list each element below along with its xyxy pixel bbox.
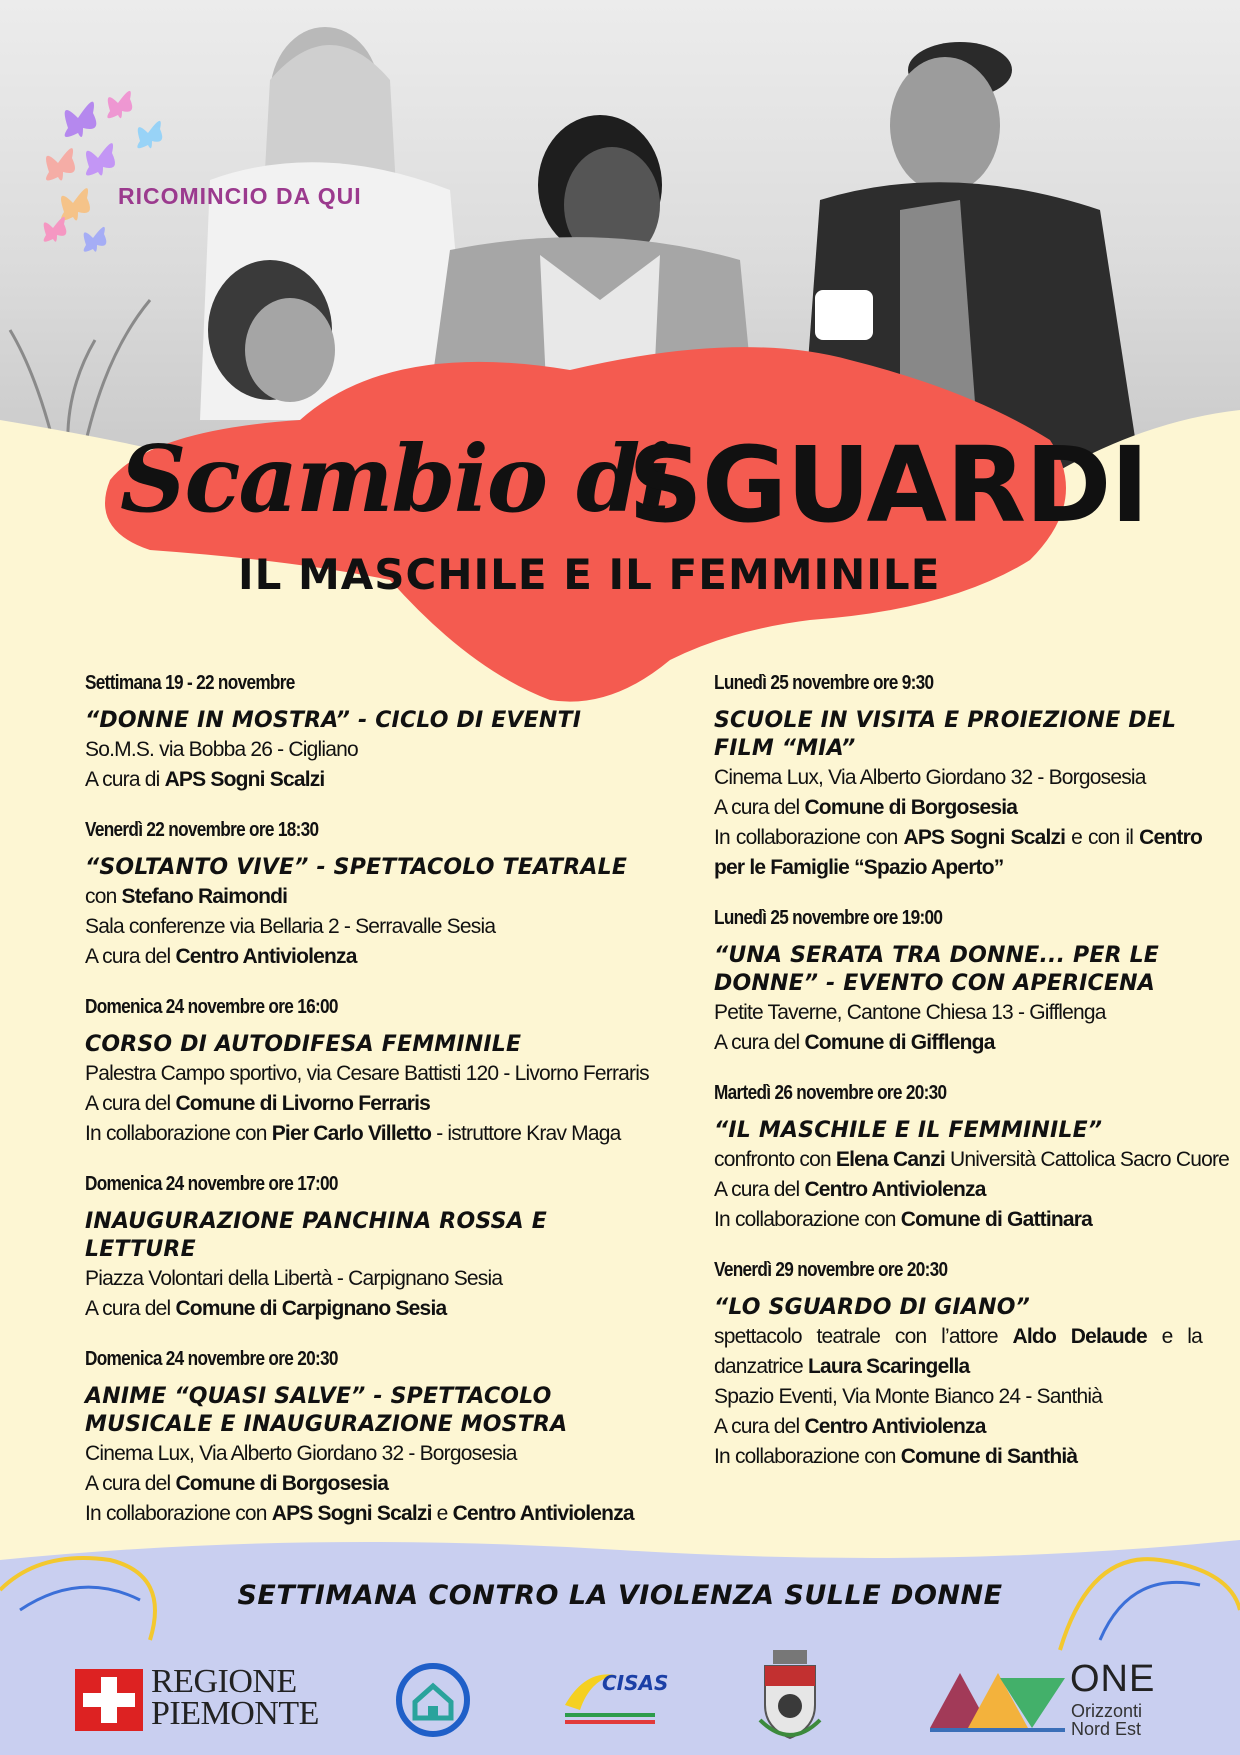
event-curator: A cura del Comune di Borgosesia	[714, 796, 1018, 819]
title-main: SGUARDI	[628, 424, 1149, 546]
event-curator: A cura del Centro Antiviolenza	[714, 1415, 986, 1438]
event-date: Lunedì 25 novembre ore 19:00	[714, 907, 943, 929]
event-date: Domenica 24 novembre ore 16:00	[85, 996, 338, 1018]
event-venue: Sala conferenze via Bellaria 2 - Serravalle Sesia	[85, 915, 496, 938]
one-orizzonti-logo	[930, 1658, 1170, 1738]
cisas-text: CISAS	[602, 1671, 669, 1695]
butterflies-logo-icon	[38, 88, 178, 263]
event-curator: A cura del Centro Antiviolenza	[714, 1178, 986, 1201]
event-collaboration: In collaborazione con APS Sogni Scalzi e con il Centro per le Famiglie “Spazio Aperto”	[714, 826, 1202, 879]
event-collaboration: In collaborazione con Comune di Gattinara	[714, 1208, 1093, 1231]
event-date: Lunedì 25 novembre ore 9:30	[714, 672, 934, 694]
title-script: Scambio di	[120, 425, 672, 533]
regione-cross-icon	[75, 1669, 143, 1731]
house-logo-icon	[393, 1660, 473, 1740]
event-item	[714, 1259, 1202, 1472]
event-guest: confronto con Elena Canzi Università Cattolica Sacro Cuore	[714, 1148, 1230, 1171]
municipal-crest-icon	[755, 1650, 825, 1745]
event-collaboration: In collaborazione con APS Sogni Scalzi e Centro Antiviolenza	[85, 1502, 634, 1525]
event-title: “IL MASCHILE E IL FEMMINILE”	[714, 1118, 1103, 1143]
one-title: ONE	[1070, 1658, 1156, 1700]
event-venue: Petite Taverne, Cantone Chiesa 13 - Gifflenga	[714, 1001, 1106, 1024]
one-subtitle: Orizzonti	[1071, 1701, 1143, 1721]
event-curator: A cura del Comune di Carpignano Sesia	[85, 1297, 447, 1320]
event-curator: A cura di APS Sogni Scalzi	[85, 768, 325, 791]
event-collaboration: In collaborazione con Pier Carlo Villetto - istruttore Krav Maga	[85, 1122, 621, 1145]
event-venue: So.M.S. via Bobba 26 - Cigliano	[85, 738, 358, 761]
event-performer: con Stefano Raimondi	[85, 885, 288, 908]
event-description: spettacolo teatrale con l’attore Aldo Delaude e la danzatrice Laura Scaringella	[714, 1325, 1202, 1378]
event-curator: A cura del Comune di Gifflenga	[714, 1031, 995, 1054]
event-date: Domenica 24 novembre ore 20:30	[85, 1348, 338, 1370]
piemonte-text: PIEMONTE	[151, 1695, 319, 1732]
regione-piemonte-logo	[75, 1663, 319, 1735]
event-date: Venerdì 22 novembre ore 18:30	[85, 819, 319, 841]
event-date: Domenica 24 novembre ore 17:00	[85, 1173, 338, 1195]
event-curator: A cura del Comune di Borgosesia	[85, 1472, 389, 1495]
event-title: CORSO DI AUTODIFESA FEMMINILE	[85, 1032, 522, 1057]
event-venue: Spazio Eventi, Via Monte Bianco 24 - Santhià	[714, 1385, 1103, 1408]
event-venue: Cinema Lux, Via Alberto Giordano 32 - Borgosesia	[714, 766, 1146, 789]
events-right-column	[714, 672, 1230, 1496]
brand-name: RICOMINCIO DA QUI	[118, 183, 362, 209]
event-item	[714, 1082, 1230, 1235]
event-item	[85, 1173, 659, 1324]
event-date: Martedì 26 novembre ore 20:30	[714, 1082, 947, 1104]
cisas-logo	[560, 1665, 669, 1735]
events-left-column	[85, 672, 659, 1553]
event-venue: Piazza Volontari della Libertà - Carpignano Sesia	[85, 1267, 503, 1290]
event-venue: Cinema Lux, Via Alberto Giordano 32 - Borgosesia	[85, 1442, 517, 1465]
event-title: “DONNE IN MOSTRA” - CICLO DI EVENTI	[85, 708, 582, 733]
event-title: “SOLTANTO VIVE” - SPETTACOLO TEATRALE	[85, 855, 628, 880]
event-title: INAUGURAZIONE PANCHINA ROSSA E LETTURE	[85, 1209, 547, 1262]
event-item	[85, 996, 659, 1149]
event-title: “LO SGUARDO DI GIANO”	[714, 1295, 1030, 1320]
event-item	[714, 907, 1202, 1058]
event-date: Venerdì 29 novembre ore 20:30	[714, 1259, 948, 1281]
event-date: Settimana 19 - 22 novembre	[85, 672, 295, 694]
subtitle: IL MASCHILE E IL FEMMINILE	[238, 550, 941, 599]
event-curator: A cura del Centro Antiviolenza	[85, 945, 357, 968]
event-title: ANIME “QUASI SALVE” - SPETTACOLO MUSICALE E INAUGURAZIONE MOSTRA	[85, 1384, 568, 1437]
event-venue: Palestra Campo sportivo, via Cesare Battisti 120 - Livorno Ferraris	[85, 1062, 649, 1085]
event-item	[85, 1348, 659, 1529]
regione-text: REGIONE	[151, 1663, 297, 1700]
event-collaboration: In collaborazione con Comune di Santhià	[714, 1445, 1078, 1468]
event-item	[714, 672, 1202, 883]
event-title: “UNA SERATA TRA DONNE... PER LE DONNE” - EVENTO CON APERICENA	[714, 943, 1160, 996]
footer-slogan: SETTIMANA CONTRO LA VIOLENZA SULLE DONNE	[237, 1580, 1003, 1611]
one-subtitle: Nord Est	[1071, 1719, 1142, 1739]
event-title: SCUOLE IN VISITA E PROIEZIONE DEL FILM “MIA”	[714, 708, 1177, 761]
event-item	[85, 672, 659, 795]
one-triangles-icon	[930, 1658, 1070, 1733]
event-curator: A cura del Comune di Livorno Ferraris	[85, 1092, 431, 1115]
event-item	[85, 819, 659, 972]
